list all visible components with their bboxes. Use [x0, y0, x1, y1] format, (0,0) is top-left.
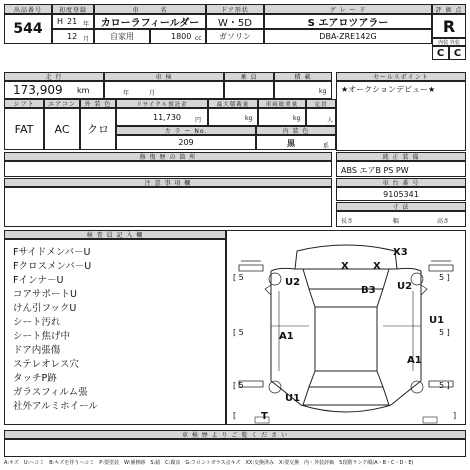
- side-label-mid-left: [ 5: [233, 328, 244, 337]
- grade-value: S エアロツアラー: [264, 14, 432, 29]
- grade-header: グ レ ー ド: [264, 4, 432, 14]
- mark-u1-right: U1: [429, 315, 445, 326]
- length-label: 長さ: [341, 218, 354, 225]
- usage: 自家用: [94, 29, 150, 44]
- lot-no: 544: [4, 14, 52, 44]
- capacity-unit: 人: [327, 117, 334, 124]
- mileage-unit: km: [77, 86, 90, 95]
- recycle-value: 11,730: [153, 113, 181, 122]
- ac-header: エアコン: [44, 99, 80, 108]
- sales-point-header: セールスポイント: [336, 72, 466, 81]
- remark-line: ステレオレス穴: [13, 359, 79, 370]
- car-name-header: 車 名: [94, 4, 206, 14]
- recycle-header: リサイクル預託金: [116, 99, 208, 108]
- car-outline: [227, 231, 465, 424]
- model-code: DBA-ZRE142G: [264, 29, 432, 44]
- mark-x-front: X: [341, 261, 349, 272]
- first-reg-header: 初度登録: [52, 4, 94, 14]
- dims-header: 寸 法: [336, 202, 466, 211]
- equipment-header: 純 正 装 備: [336, 152, 466, 161]
- mark-u2-right: U2: [397, 281, 413, 292]
- lot-no-header: 出品番号: [4, 4, 52, 14]
- history-header: 車 検 歴 よ り ご 覧 く だ さ い: [4, 430, 466, 439]
- wheel-front-right: [429, 261, 453, 271]
- mark-b3: B3: [361, 285, 376, 296]
- recycle-unit: 円: [195, 117, 202, 124]
- legend: A:キズ U:ヘコミ B:キズを伴うヘコミ P:要塗装 W:補修跡 S:錆 C:腐食 G:フロントガラス点キズ XX:交換済み X:要交換 内・外装評価 5段階ランク順(A・B・C・D・E): [4, 460, 414, 466]
- car-diagram: [226, 230, 466, 425]
- first-reg-month: [52, 29, 94, 44]
- side-label-mid-right: 5 ]: [439, 328, 450, 337]
- capacity-cell: [306, 108, 336, 126]
- remark-line: Fインナ－U: [13, 275, 64, 286]
- displacement: 1800: [171, 32, 192, 41]
- width-label: 幅: [393, 218, 400, 225]
- load-cell: [274, 81, 332, 99]
- max-load-cell: [208, 108, 258, 126]
- chassis-header: 車 台 番 号: [336, 178, 466, 187]
- sales-point: ★オークションデビュー★: [341, 85, 436, 94]
- chassis-value: 9105341: [336, 187, 466, 201]
- interior-color-header: 内 装 色: [256, 126, 336, 135]
- score-header: 評 価 点: [432, 4, 466, 14]
- inspector-box: [4, 239, 226, 425]
- remark-line: Fサイドメンバ－U: [13, 247, 91, 258]
- mark-a1-lower: A1: [407, 355, 422, 366]
- side-label-top-right: 5 ]: [439, 273, 450, 282]
- mark-x3: X3: [393, 247, 408, 258]
- total-weight-cell: [258, 108, 306, 126]
- first-reg-year: [52, 14, 94, 29]
- repair-history-header: 修 復 歴 の 箇 所: [4, 152, 332, 161]
- side-label-bot-right: 5 ]: [439, 381, 450, 390]
- seat-cell: [224, 81, 274, 99]
- height-label: 高さ: [437, 218, 450, 225]
- history-box: [4, 439, 466, 457]
- color-no-header: カ ラ ー No.: [116, 126, 256, 135]
- capacity-header: 定員: [306, 99, 336, 108]
- mark-t: T: [261, 411, 268, 422]
- total-weight-header: 車両総重量: [258, 99, 306, 108]
- car-name: カローラフィールダー: [94, 14, 206, 29]
- interior-color-suffix: 系: [323, 143, 330, 150]
- shift-header: シフト: [4, 99, 44, 108]
- color-no-value: 209: [116, 135, 256, 150]
- remark-line: Fクロスメンバ－U: [13, 261, 92, 272]
- sales-point-box: [336, 81, 466, 151]
- load-unit: kg: [319, 88, 327, 95]
- total-weight-unit: kg: [293, 115, 301, 122]
- remark-line: ガラスフィルム張: [13, 387, 88, 398]
- remark-line: シート焦げ中: [13, 331, 71, 342]
- ac-value: AC: [44, 108, 80, 150]
- remark-line: 社外アルミホイール: [13, 401, 98, 412]
- color-header: 外 装 色: [80, 99, 116, 108]
- month-unit: 月: [83, 36, 90, 43]
- shaken-year-unit: 年: [123, 90, 130, 97]
- shift-value: FAT: [4, 108, 44, 150]
- side-label-top-left: [ 5: [233, 273, 244, 282]
- interior-color-cell: [256, 135, 336, 150]
- mark-a1-upper: A1: [279, 331, 294, 342]
- side-label-bot-left: [ 5: [233, 381, 244, 390]
- side-label-bottom-right: ]: [453, 411, 457, 420]
- door-value: W・5D: [206, 14, 264, 29]
- remark-line: けん引フックU: [13, 303, 77, 314]
- equipment-value: ABS エアB PS PW: [341, 166, 409, 175]
- repair-history-box: [4, 161, 332, 177]
- year-num: 21: [67, 17, 78, 26]
- notes-header: 注 意 事 項 欄: [4, 178, 332, 187]
- recycle-cell: [116, 108, 208, 126]
- max-load-unit: kg: [245, 115, 253, 122]
- mileage-value: 173,909: [13, 83, 63, 97]
- interior-color-value: 黒: [287, 139, 295, 148]
- year-unit: 年: [83, 21, 90, 28]
- dims-box: [336, 211, 466, 227]
- mileage-header: 走 行: [4, 72, 104, 81]
- exterior-score: C: [449, 46, 466, 60]
- remark-line: タッチP跡: [13, 373, 57, 384]
- max-load-header: 最大積載量: [208, 99, 258, 108]
- load-header: 積 載: [274, 72, 332, 81]
- side-label-bottom-left: [: [233, 411, 237, 420]
- fuel: ガソリン: [206, 29, 264, 44]
- remark-line: シート汚れ: [13, 317, 61, 328]
- displacement-cell: [150, 29, 206, 44]
- remark-line: コアサポートU: [13, 289, 77, 300]
- equipment-box: [336, 161, 466, 177]
- mark-x-front-right: X: [373, 261, 381, 272]
- sub-score-header: 内装 外装: [432, 38, 466, 46]
- inspector-header: 検 査 員 記 入 欄: [4, 230, 226, 239]
- seat-header: 乗 員: [224, 72, 274, 81]
- color-value: クロ: [80, 108, 116, 150]
- wheel-front-left: [239, 261, 263, 271]
- displacement-unit: cc: [195, 35, 202, 42]
- shaken-month-unit: 月: [149, 90, 156, 97]
- shaken-cell: [104, 81, 224, 99]
- door-header: ドア形状: [206, 4, 264, 14]
- month-num: 12: [67, 32, 78, 41]
- mark-u1-bottom: U1: [285, 393, 301, 404]
- interior-score: C: [432, 46, 449, 60]
- notes-box: [4, 187, 332, 227]
- shaken-header: 車 検: [104, 72, 224, 81]
- mileage-cell: [4, 81, 104, 99]
- score: R: [432, 14, 466, 38]
- remark-line: ドア内張傷: [13, 345, 61, 356]
- mark-u2-left: U2: [285, 277, 301, 288]
- era: H: [57, 17, 64, 26]
